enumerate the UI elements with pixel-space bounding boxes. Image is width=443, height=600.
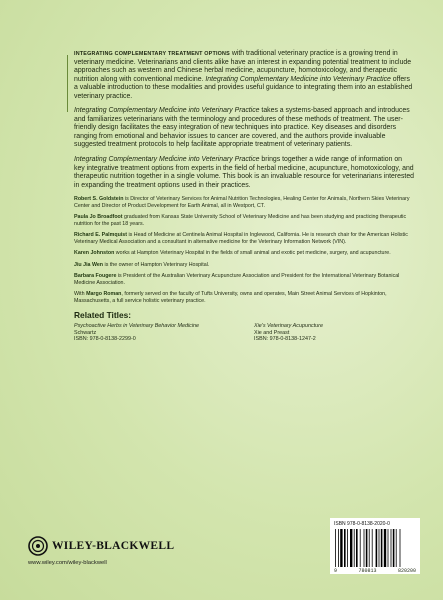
- barcode-bar: [366, 529, 368, 567]
- barcode-bar: [354, 529, 355, 567]
- publisher-logo: [28, 536, 174, 556]
- description-text: brings together a wide range of information on key integrative treatment options from experts in the field of herbal medicine, acupuncture, homotoxicology, and therapeutic nutrition together in a single volume. This book is an invaluable resource for veterinarians interested in expanding the treatment options used in their practices.: [74, 156, 415, 189]
- book-title-ref: Integrating Complementary Medicine into Veterinary Practice: [74, 156, 260, 164]
- barcode-bar: [347, 529, 348, 567]
- contributor-text: is Director of Veterinary Services for Animal Nutrition Technologies, Healing Center for Animals, Northern Skies Veterinary Center and Director of Product Development for Earth Animal, all in Westport, CT.: [74, 196, 410, 209]
- description-paragraph-3: [74, 156, 414, 190]
- accent-rule: [67, 55, 68, 112]
- barcode-bar: [400, 529, 401, 567]
- barcode-bar: [344, 529, 346, 567]
- barcode-bar: [364, 529, 365, 567]
- related-book-isbn: ISBN: 978-0-8138-1247-2: [254, 336, 316, 343]
- contributor-prefix: With: [74, 291, 87, 298]
- contributor-name: Paula Jo Broadfoot: [74, 214, 123, 221]
- contributor-name: Barbara Fougere: [74, 273, 117, 280]
- barcode-bar: [381, 529, 383, 567]
- related-titles-list: [74, 323, 414, 343]
- related-book: [74, 323, 234, 343]
- barcode-bar: [372, 529, 373, 567]
- publisher-website: www.wiley.com/wiley-blackwell: [28, 560, 107, 566]
- barcode-bar: [393, 529, 395, 567]
- barcode-digit-prefix: 9: [334, 568, 338, 574]
- barcode-digits: [334, 568, 416, 574]
- contributor-bio: [74, 262, 414, 269]
- barcode-bar: [369, 529, 370, 567]
- lead-in: INTEGRATING COMPLEMENTARY TREATMENT OPTIONS: [74, 51, 230, 57]
- contributor-text: , formerly served on the faculty of Tufts University, owns and operates, Main Street Animal Services of Hopkinton, Massachusetts, a full service holistic veterinary practice.: [74, 291, 387, 304]
- book-description: [74, 50, 414, 190]
- contributor-name: Margo Roman: [86, 291, 122, 298]
- contributor-text: is the owner of Hampton Veterinary Hospital.: [103, 261, 210, 268]
- barcode-bar: [376, 529, 378, 567]
- related-book-isbn: ISBN: 978-0-8138-2299-0: [74, 336, 136, 343]
- contributor-bio: [74, 291, 414, 304]
- contributor-name: Robert S. Goldstein: [74, 196, 124, 203]
- description-paragraph-2: [74, 107, 414, 150]
- barcode-bar: [340, 529, 342, 567]
- description-text: with traditional veterinary practice is a growing trend in veterinary medicine. Veterinarians and clients alike have an interest in expanding potential treatment to include approaches such as western and Chinese herbal medicine, acupuncture, homotoxicology, and therapeutic nutrition along with conventional medicine.: [74, 50, 412, 83]
- contributor-name: Jiu Jia Wen: [74, 261, 104, 268]
- barcode-icon: [334, 529, 416, 567]
- barcode-bar: [360, 529, 361, 567]
- description-text: takes a systems-based approach and introduces and familiarizes veterinarians with the terminology and procedures of these methods of treatment. The user-friendly design facilitates the easy integration of new techniques into practice. Key diseases and disorders ranging from emotional and behavior issues to cancer are covered, and the authors provide invaluable suggested treatment protocols to help facilitate appropriate treatment of veterinary patients.: [74, 107, 410, 149]
- related-book-author: Xie and Preast: [254, 329, 290, 336]
- contributor-text: is Head of Medicine at Centinela Animal Hospital in Inglewood, California. He is research chair for the American Holistic Veterinary Medical Association and a consultant in alternative medicine for the Veterinary Information Network (VIN).: [74, 232, 408, 245]
- barcode-bar: [396, 529, 397, 567]
- barcode-digit-group: 780813: [358, 568, 377, 574]
- description-paragraph-1: [74, 50, 414, 101]
- barcode-bar: [379, 529, 380, 567]
- back-cover-content: [74, 50, 414, 343]
- related-book-title: Xie's Veterinary Acupuncture: [254, 323, 323, 330]
- related-book: [254, 323, 414, 343]
- related-titles-heading: Related Titles:: [74, 310, 132, 321]
- barcode-bar: [384, 529, 386, 567]
- barcode-bar: [356, 529, 358, 567]
- barcode-bar: [338, 529, 339, 567]
- wiley-blackwell-logo-icon: [28, 536, 48, 556]
- book-title-ref: Integrating Complementary Medicine into Veterinary Practice: [74, 107, 260, 115]
- barcode-digit-group: 820200: [397, 568, 416, 574]
- isbn-number: ISBN 978-0-8138-2020-0: [334, 521, 390, 527]
- description-text: offers a valuable introduction to these modalities and provides useful guidance to integrating them into an established veterinary practice.: [74, 75, 413, 100]
- barcode-bar: [391, 529, 392, 567]
- contributor-bio: [74, 232, 414, 245]
- isbn-barcode: [330, 518, 420, 574]
- related-book-title: Psychoactive Herbs in Veterinary Behavior Medicine: [74, 323, 200, 330]
- contributor-name: Karen Johnston: [74, 250, 115, 257]
- contributor-bio: [74, 214, 414, 227]
- related-book-author: Schwartz: [74, 329, 97, 336]
- barcode-bar: [388, 529, 389, 567]
- contributor-bios: [74, 196, 414, 304]
- contributor-text: is President of the Australian Veterinary Acupuncture Association and President for the International Veterinary Botanical Medicine Association.: [74, 273, 400, 286]
- contributor-text: graduated from Kansas State University School of Veterinary Medicine and has been studying and practicing therapeutic nutrition for the past 18 years.: [74, 214, 407, 227]
- related-titles: [74, 310, 414, 343]
- contributor-name: Richard E. Palmquist: [74, 232, 127, 239]
- contributor-text: works at Hampton Veterinary Hospital in the fields of small animal and exotic pet medicine, surgery, and acupuncture.: [114, 250, 391, 257]
- book-title-ref: Integrating Complementary Medicine into Veterinary Practice: [205, 75, 391, 83]
- barcode-bar: [350, 529, 352, 567]
- contributor-bio: [74, 273, 414, 286]
- publisher-name: WILEY-BLACKWELL: [52, 540, 175, 552]
- barcode-bar: [335, 529, 336, 567]
- contributor-bio: [74, 250, 414, 257]
- contributor-bio: [74, 196, 414, 209]
